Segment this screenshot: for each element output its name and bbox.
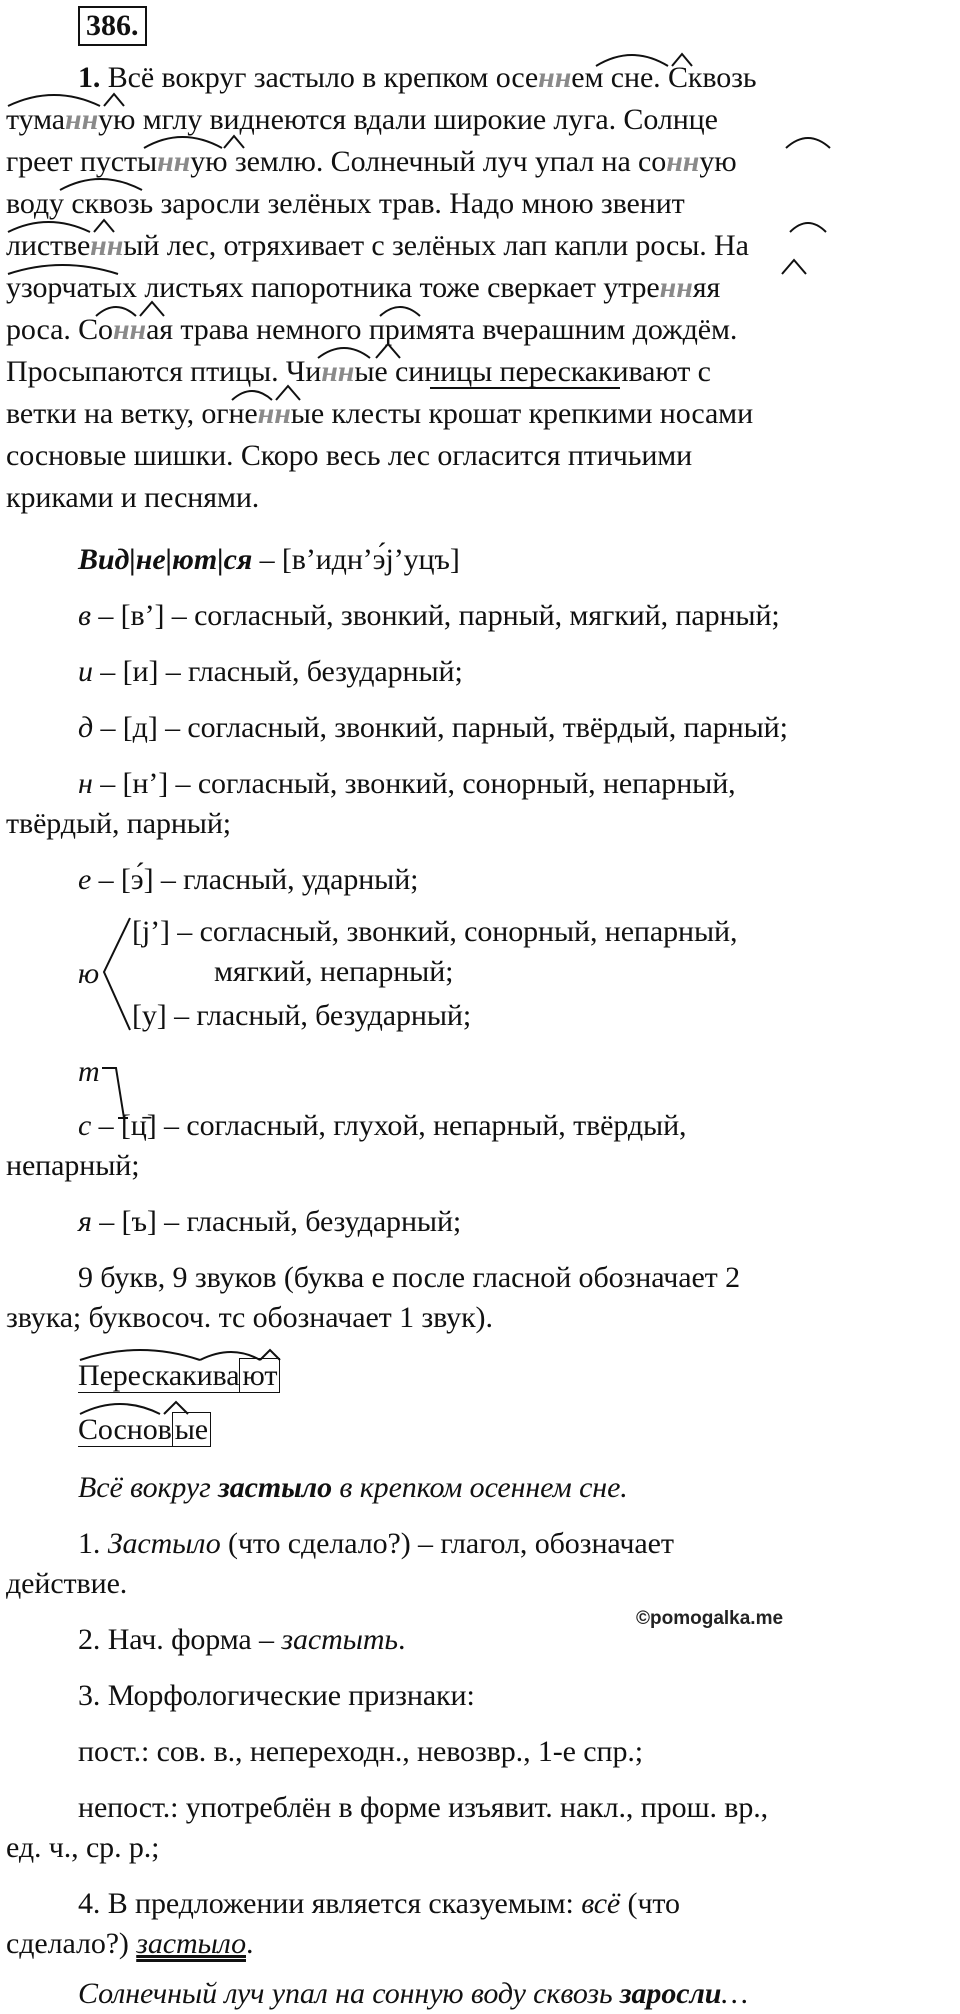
analysis-point-4-cont: сделало?) застыло. — [6, 1927, 254, 1960]
root-arc-6 — [8, 222, 90, 232]
root-arc-7 — [790, 223, 826, 232]
text-line-4: воду сквозь заросли зелёных трав. Надо мною звенит — [6, 187, 685, 220]
phonetic-row-ts: с – [ц̄] – согласный, глухой, непарный, твёрдый, — [78, 1109, 687, 1142]
morpheme-word-1: Перескакива ют — [78, 1356, 280, 1396]
morph-arc-suffix-1a — [200, 1352, 260, 1360]
root-arc-5 — [60, 179, 142, 190]
suffix-cap-8 — [782, 260, 806, 274]
exercise-number: 386. — [78, 6, 147, 46]
root-arc-2 — [8, 95, 100, 106]
morph-arc-root-2 — [80, 1404, 160, 1414]
suffix-cap-2 — [104, 94, 124, 106]
text-line-9: ветки на ветку, огненные клесты крошат крепкими носами — [6, 397, 754, 430]
phonetic-row-ts-cont: непарный; — [6, 1149, 140, 1182]
text-line-1: 1. Всё вокруг застыло в крепком осеннем сне. Сквозь — [78, 61, 757, 94]
phonetic-yu-j: [j’] – согласный, звонкий, сонорный, непарный, — [132, 915, 738, 948]
ts-bracket — [102, 1068, 124, 1118]
phonetic-summary-1: 9 букв, 9 звуков (буква е после гласной обозначает 2 — [78, 1261, 740, 1294]
morph-arc-suffix-2 — [164, 1402, 188, 1414]
phonetic-row-d: д – [д] – согласный, звонкий, парный, твёрдый, парный; — [78, 711, 788, 744]
suffix-cap-9 — [140, 302, 164, 316]
analysis-constant-features: пост.: сов. в., непереходн., невозвр., 1-е спр.; — [78, 1735, 643, 1768]
morph-arc-root-1 — [80, 1350, 200, 1360]
suffix-cap-12 — [276, 386, 300, 400]
text-line-6: узорчатых листьях папоротника тоже сверкает утренняя — [6, 271, 721, 304]
root-arc-12 — [232, 391, 272, 400]
analysis-point-1-cont: действие. — [6, 1567, 128, 1600]
phonetic-heading: Вид|не|ют|ся – [в’идн’э́j’уцъ] — [78, 543, 460, 576]
phonetic-t-letter: т — [78, 1055, 100, 1088]
phonetic-row-v: в – [в’] – согласный, звонкий, парный, мягкий, парный; — [78, 599, 780, 632]
analysis-variable-features-cont: ед. ч., ср. р.; — [6, 1831, 160, 1864]
phonetic-row-n-cont: твёрдый, парный; — [6, 807, 232, 840]
morph-arc-suffix-1b — [260, 1350, 280, 1360]
phonetic-summary-2: звука; буквосоч. тс обозначает 1 звук). — [6, 1301, 493, 1334]
suffix-cap-1 — [672, 54, 692, 66]
root-arc-4 — [786, 138, 830, 148]
root-arc-11 — [318, 348, 370, 358]
root-arc-9 — [96, 307, 136, 316]
text-line-5: лиственный лес, отряхивает с зелёных лап капли росы. На — [6, 229, 749, 262]
analysis-point-1: 1. Застыло (что сделало?) – глагол, обозначает — [78, 1527, 674, 1560]
text-line-11: криками и песнями. — [6, 481, 260, 514]
phonetic-row-n: н – [н’] – согласный, звонкий, сонорный, непарный, — [78, 767, 736, 800]
watermark-text: ©pomogalka.me — [636, 1608, 784, 1629]
analysis-variable-features: непост.: употреблён в форме изъявит. накл., прош. вр., — [78, 1791, 769, 1824]
suffix-cap-6 — [94, 220, 114, 232]
text-line-3: греет пустынную землю. Солнечный луч упал на сонную — [6, 145, 737, 178]
morpheme-word-2: Соснов ые — [78, 1410, 211, 1450]
analysis-point-2: 2. Нач. форма – застыть. — [78, 1623, 406, 1656]
root-arc-8 — [8, 265, 118, 274]
analysis-next-sentence: Солнечный луч упал на сонную воду сквозь заросли… — [78, 1977, 748, 2010]
analysis-sentence: Всё вокруг застыло в крепком осеннем сне. — [78, 1471, 628, 1504]
root-arc-1 — [596, 55, 668, 66]
suffix-cap-3 — [224, 136, 244, 148]
yu-bracket — [104, 918, 130, 1030]
root-arc-10 — [380, 307, 420, 316]
analysis-point-3: 3. Морфологические признаки: — [78, 1679, 475, 1712]
phonetic-row-ya: я – [ъ] – гласный, безударный; — [78, 1205, 462, 1238]
text-line-2: туманную мглу виднеются вдали широкие луга. Солнце — [6, 103, 718, 136]
phonetic-yu-u: [у] – гласный, безударный; — [132, 999, 472, 1032]
phonetic-row-e: е – [э́] – гласный, ударный; — [78, 863, 419, 896]
text-line-8: Просыпаются птицы. Чинные синицы перескакивают с — [6, 355, 711, 388]
text-line-7: роса. Сонная трава немного примята вчерашним дождём. — [6, 313, 738, 346]
analysis-point-4: 4. В предложении является сказуемым: всё (что — [78, 1887, 680, 1920]
phonetic-yu-letter: ю — [78, 957, 100, 990]
phonetic-row-i: и – [и] – гласный, безударный; — [78, 655, 463, 688]
phonetic-yu-j-cont: мягкий, непарный; — [214, 955, 454, 988]
root-arc-3 — [144, 137, 222, 148]
text-line-10: сосновые шишки. Скоро весь лес огласится птичьими — [6, 439, 693, 472]
suffix-cap-11 — [376, 344, 400, 358]
